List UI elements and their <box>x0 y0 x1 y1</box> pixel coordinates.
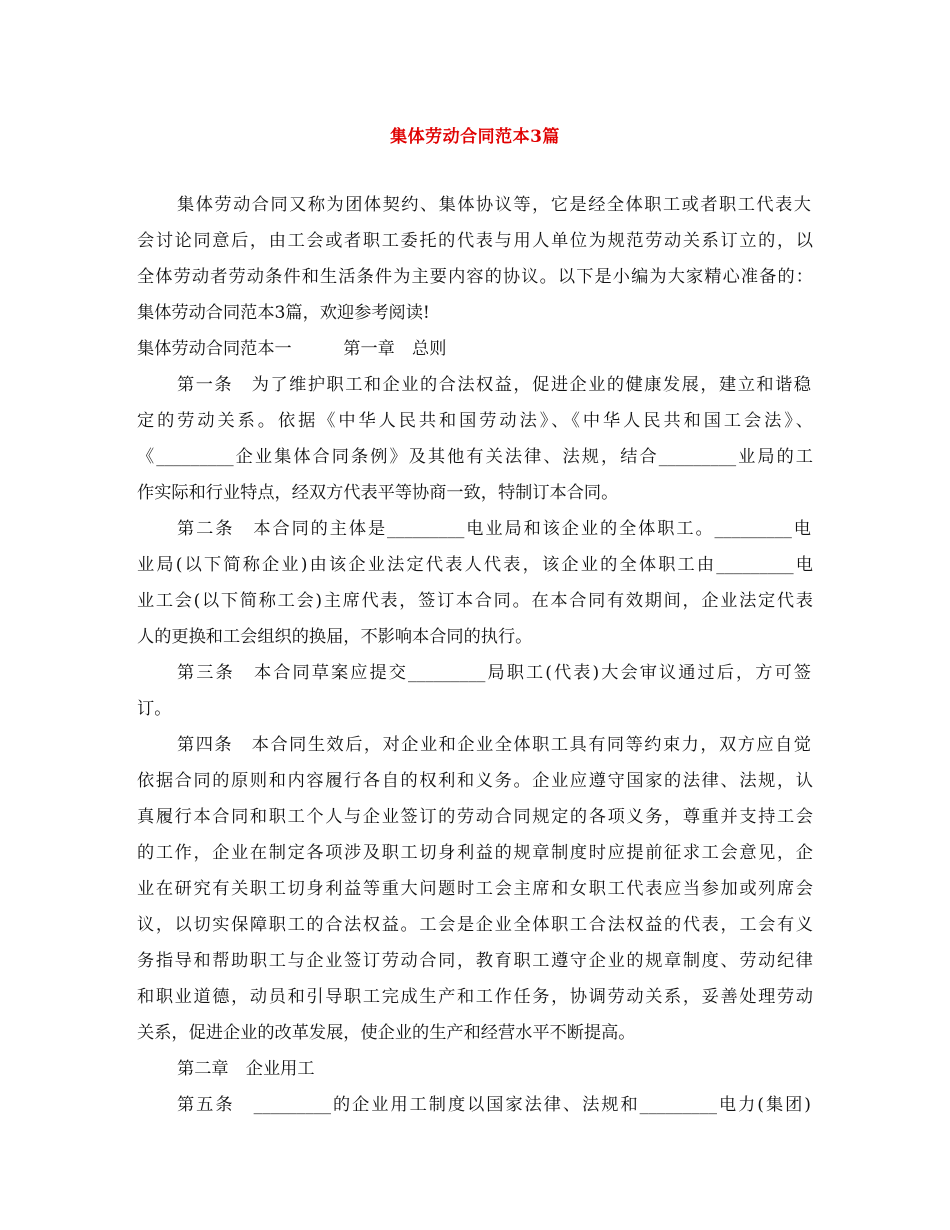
paragraph-line: 务指导和帮助职工与企业签订劳动合同，教育职工遵守企业的规章制度、劳动纪律 <box>137 951 813 971</box>
paragraph-line: 人的更换和工会组织的换届，不影响本合同的执行。 <box>137 627 533 647</box>
paragraph-line: 议，以切实保障职工的合法权益。工会是企业全体职工合法权益的代表，工会有义 <box>137 915 813 935</box>
paragraph-line: 真履行本合同和职工个人与企业签订的劳动合同规定的各项义务，尊重并支持工会 <box>137 807 813 827</box>
paragraph-line: 和职业道德，动员和引导职工完成生产和工作任务，协调劳动关系，妥善处理劳动 <box>137 987 813 1007</box>
paragraph-line: 业局(以下简称企业)由该企业法定代表人代表，该企业的全体职工由_________电 <box>137 555 813 575</box>
paragraph-line: 第五条 _________的企业用工制度以国家法律、法规和_________电力(集团) <box>177 1095 811 1115</box>
paragraph-line: 全体劳动者劳动条件和生活条件为主要内容的协议。以下是小编为大家精心准备的： <box>137 267 813 287</box>
paragraph-line: 会讨论同意后，由工会或者职工委托的代表与用人单位为规范劳动关系订立的，以 <box>137 231 813 251</box>
paragraph-line: 的工作，企业在制定各项涉及职工切身利益的规章制度时应提前征求工会意见，企 <box>137 843 813 863</box>
paragraph-line: 关系，促进企业的改革发展，使企业的生产和经营水平不断提高。 <box>137 1023 636 1043</box>
paragraph-line: 《_________企业集体合同条例》及其他有关法律、法规，结合_________业局的工 <box>137 447 813 467</box>
paragraph-line: 业在研究有关职工切身利益等重大问题时工会主席和女职工代表应当参加或列席会 <box>137 879 813 899</box>
paragraph-line: 集体劳动合同又称为团体契约、集体协议等，它是经全体职工或者职工代表大 <box>177 195 811 215</box>
paragraph-line: 定的劳动关系。依据《中华人民共和国劳动法》、《中华人民共和国工会法》、 <box>137 411 813 431</box>
paragraph-line: 第四条 本合同生效后，对企业和企业全体职工具有同等约束力，双方应自觉 <box>177 735 811 755</box>
section-heading: 第二章 企业用工 <box>177 1059 315 1079</box>
document-title: 集体劳动合同范本3篇 <box>390 127 560 147</box>
section-heading: 集体劳动合同范本一 第一章 总则 <box>137 339 447 359</box>
paragraph-line: 业工会(以下简称工会)主席代表，签订本合同。在本合同有效期间，企业法定代表 <box>137 591 813 611</box>
paragraph-line: 第三条 本合同草案应提交_________局职工(代表)大会审议通过后，方可签 <box>177 663 811 683</box>
paragraph-line: 集体劳动合同范本3篇，欢迎参考阅读! <box>137 303 430 323</box>
paragraph-line: 订。 <box>137 699 172 719</box>
paragraph-line: 第一条 为了维护职工和企业的合法权益，促进企业的健康发展，建立和谐稳 <box>177 375 811 395</box>
paragraph-line: 第二条 本合同的主体是_________电业局和该企业的全体职工。_________电 <box>177 519 811 539</box>
paragraph-line: 依据合同的原则和内容履行各自的权利和义务。企业应遵守国家的法律、法规，认 <box>137 771 813 791</box>
paragraph-line: 作实际和行业特点，经双方代表平等协商一致，特制订本合同。 <box>137 483 619 503</box>
